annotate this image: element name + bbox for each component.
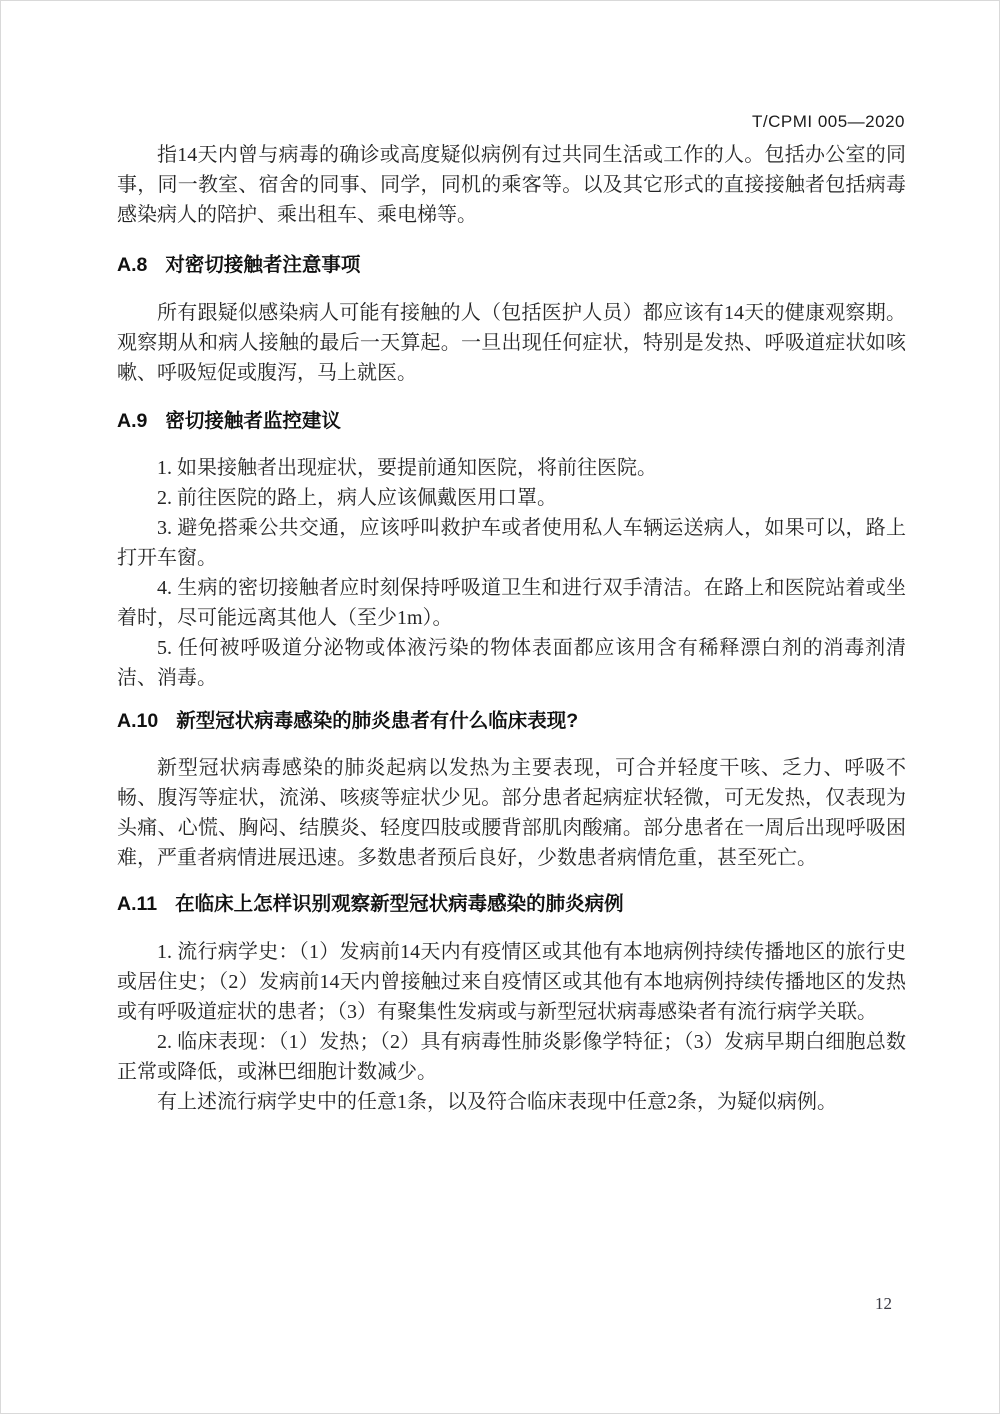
list-item: 2. 前往医院的路上，病人应该佩戴医用口罩。 — [157, 487, 557, 509]
paragraph: 新型冠状病毒感染的肺炎起病以发热为主要表现，可合并轻度干咳、乏力、呼吸不畅、腹泻等症状，流涕、咳痰等症状少见。部分患者起病症状轻微，可无发热，仅表现为头痛、心慌、胸闷、结膜炎、轻度四肢或腰背部肌肉酸痛。部分患者在一周后出现呼吸困难，严重者病情进展迅速。多数患者预后良好，少数患者病情危重，甚至死亡。 — [117, 757, 906, 869]
list-item: 1. 如果接触者出现症状，要提前通知医院，将前往医院。 — [157, 457, 657, 479]
paragraph: 所有跟疑似感染病人可能有接触的人（包括医护人员）都应该有14天的健康观察期。观察期从和病人接触的最后一天算起。一旦出现任何症状，特别是发热、呼吸道症状如咳嗽、呼吸短促或腹泻，马上就医。 — [117, 302, 906, 384]
section-id: A.11 — [117, 893, 158, 915]
paragraph: 有上述流行病学史中的任意1条，以及符合临床表现中任意2条，为疑似病例。 — [157, 1091, 837, 1113]
paragraph: 2. 临床表现：（1）发热；（2）具有病毒性肺炎影像学特征；（3）发病早期白细胞总数正常或降低，或淋巴细胞计数减少。 — [117, 1031, 906, 1083]
page-content — [117, 140, 906, 1117]
section-heading-a10 — [117, 706, 906, 736]
section-title: 在临床上怎样识别观察新型冠状病毒感染的肺炎病例 — [175, 893, 624, 915]
list-item: 3. 避免搭乘公共交通，应该呼叫救护车或者使用私人车辆运送病人，如果可以，路上打开车窗。 — [117, 517, 906, 569]
paragraph: 1. 流行病学史：（1）发病前14天内有疫情区或其他有本地病例持续传播地区的旅行史或居住史；（2）发病前14天内曾接触过来自疫情区或其他有本地病例持续传播地区的发热或有呼吸道症状的患者；（3）有聚集性发病或与新型冠状病毒感染者有流行病学关联。 — [117, 941, 906, 1023]
section-title: 新型冠状病毒感染的肺炎患者有什么临床表现? — [176, 710, 579, 732]
intro-paragraph: 指14天内曾与病毒的确诊或高度疑似病例有过共同生活或工作的人。包括办公室的同事，同一教室、宿舍的同事、同学，同机的乘客等。以及其它形式的直接接触者包括病毒感染病人的陪护、乘出租车、乘电梯等。 — [117, 144, 906, 226]
section-id: A.9 — [117, 410, 148, 432]
page-number: 12 — [875, 1294, 892, 1313]
section-heading-a9 — [117, 406, 906, 436]
section-heading-a8 — [117, 250, 906, 280]
section-title: 对密切接触者注意事项 — [165, 254, 361, 276]
section-id: A.8 — [117, 254, 148, 276]
section-title: 密切接触者监控建议 — [165, 410, 341, 432]
standard-number-header: T/CPMI 005—2020 — [751, 112, 905, 131]
section-heading-a11 — [117, 889, 906, 919]
list-item: 4. 生病的密切接触者应时刻保持呼吸道卫生和进行双手清洁。在路上和医院站着或坐着时，尽可能远离其他人（至少1m）。 — [117, 577, 906, 629]
list-item: 5. 任何被呼吸道分泌物或体液污染的物体表面都应该用含有稀释漂白剂的消毒剂清洁、消毒。 — [117, 637, 906, 689]
section-id: A.10 — [117, 710, 159, 732]
